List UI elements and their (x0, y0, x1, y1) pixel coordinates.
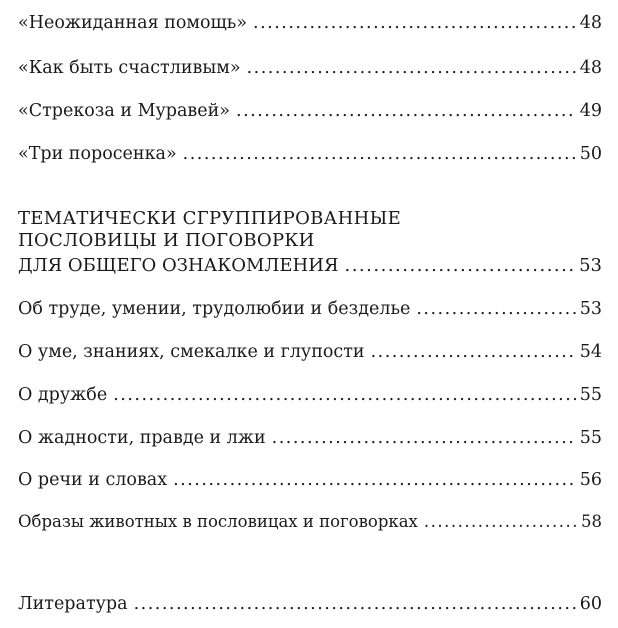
toc-entry[interactable] (18, 469, 602, 491)
toc-entry-title: Об труде, умении, трудолюбии и безделье (18, 299, 411, 319)
toc-entry[interactable] (18, 100, 602, 122)
dot-leader (247, 57, 576, 79)
dot-leader (173, 469, 576, 491)
toc-entry-title: «Три поросенка» (18, 144, 177, 164)
dot-leader (344, 255, 575, 277)
toc-entry-page: 60 (579, 594, 602, 614)
toc-entry[interactable] (18, 57, 602, 79)
toc-entry-page: 55 (579, 385, 602, 405)
toc-entry[interactable] (18, 511, 602, 533)
dot-leader (253, 12, 576, 34)
toc-entry-page: 49 (579, 101, 602, 121)
section-heading-line2: ПОСЛОВИЦЫ И ПОГОВОРКИ (18, 230, 315, 251)
dot-leader (371, 341, 576, 363)
toc-entry-title: «Неожиданная помощь» (18, 13, 248, 33)
dot-leader (113, 384, 576, 406)
toc-entry[interactable] (18, 143, 602, 165)
toc-entry-page: 55 (579, 428, 602, 448)
dot-leader (134, 593, 576, 615)
dot-leader (236, 100, 576, 122)
toc-entry-title: О речи и словах (18, 470, 168, 490)
toc-entry-page: 53 (579, 299, 602, 319)
toc-section-heading-entry[interactable] (18, 255, 602, 277)
toc-entry[interactable] (18, 12, 602, 34)
section-heading-line3: ДЛЯ ОБЩЕГО ОЗНАКОМЛЕНИЯ (18, 255, 339, 276)
toc-entry-title: Литература (18, 594, 128, 614)
toc-entry[interactable] (18, 593, 602, 615)
toc-entry[interactable] (18, 427, 602, 449)
toc-entry-title: О дружбе (18, 385, 108, 405)
section-heading-line1: ТЕМАТИЧЕСКИ СГРУППИРОВАННЫЕ (18, 208, 402, 229)
toc-entry-title: «Стрекоза и Муравей» (18, 101, 231, 121)
toc-entry-page: 58 (581, 512, 602, 531)
toc-entry-page: 48 (579, 58, 602, 78)
toc-entry-page: 48 (579, 13, 602, 33)
dot-leader (424, 511, 577, 533)
toc-entry-page: 50 (579, 144, 602, 164)
toc-entry-title: О уме, знаниях, смекалке и глупости (18, 342, 365, 362)
dot-leader (416, 298, 575, 320)
toc-entry[interactable] (18, 384, 602, 406)
toc-entry-title: «Как быть счастливым» (18, 58, 241, 78)
toc-entry-title: Образы животных в пословицах и поговорках (18, 512, 418, 531)
toc-entry[interactable] (18, 298, 602, 320)
toc-entry-page: 56 (579, 470, 602, 490)
toc-entry-title: О жадности, правде и лжи (18, 428, 266, 448)
dot-leader (183, 143, 576, 165)
toc-entry-page: 53 (579, 255, 602, 276)
dot-leader (272, 427, 576, 449)
toc-entry[interactable] (18, 341, 602, 363)
toc-entry-page: 54 (579, 342, 602, 362)
